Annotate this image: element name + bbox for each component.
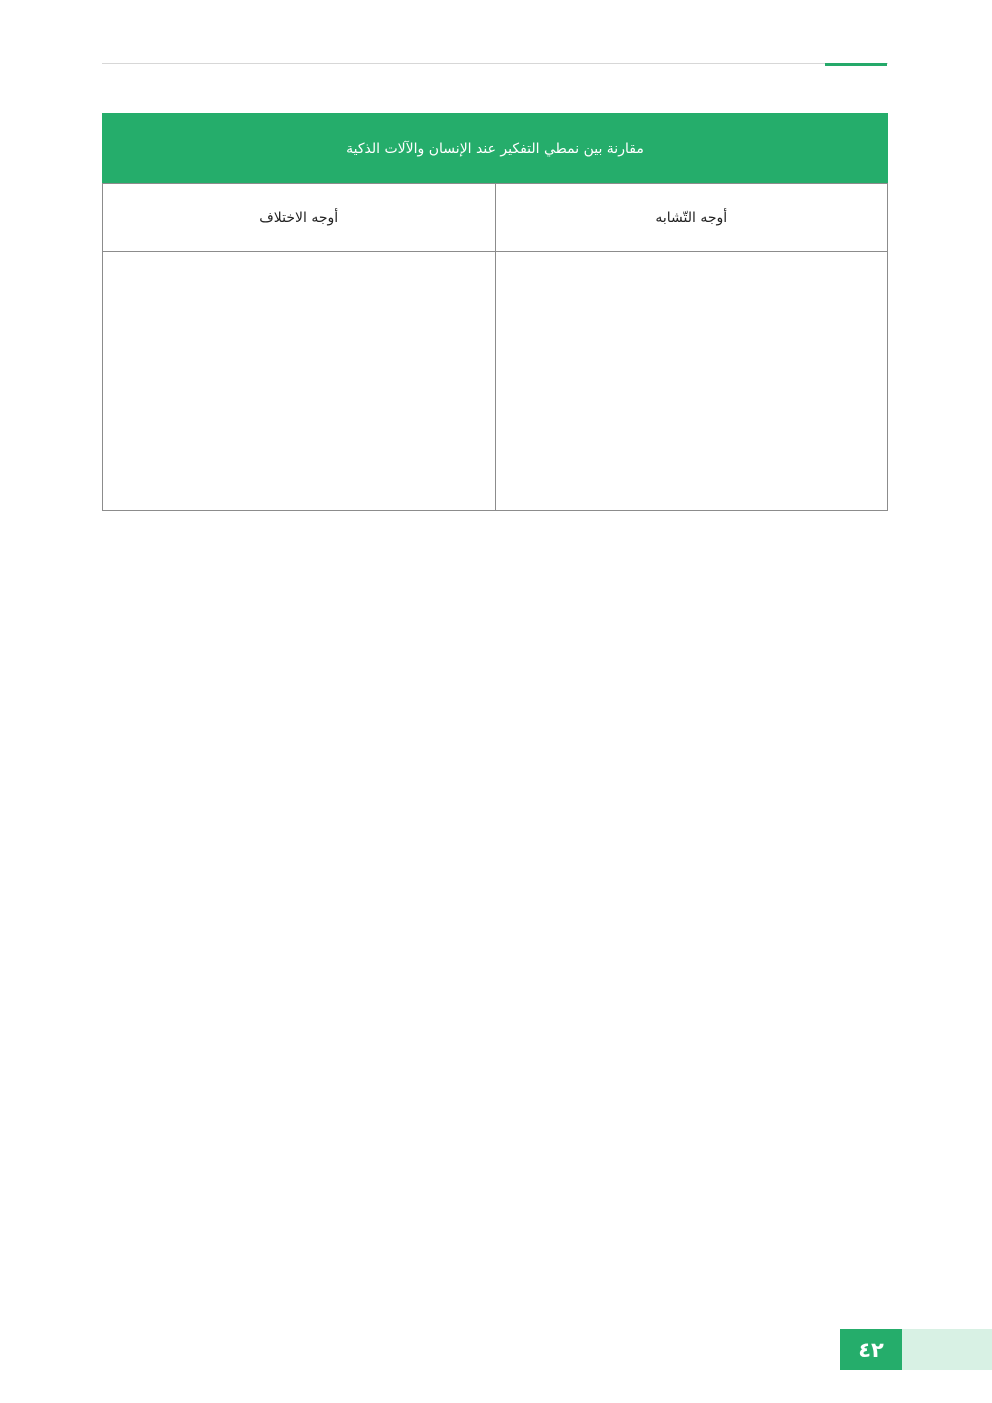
header-divider: [102, 63, 888, 64]
column-header-differences: أوجه الاختلاف: [103, 184, 496, 252]
header-accent-bar: [825, 63, 887, 66]
page-tab-band: [902, 1329, 992, 1370]
differences-answer-cell[interactable]: [103, 252, 496, 511]
similarities-answer-cell[interactable]: [495, 252, 888, 511]
page-number: ٤٢: [840, 1329, 902, 1370]
table-row: [103, 252, 888, 511]
table-title: مقارنة بين نمطي التفكير عند الإنسان والآلات الذكية: [103, 114, 888, 184]
table-header-row: [103, 184, 888, 252]
table-title-row: [103, 114, 888, 184]
column-header-similarities: أوجه التّشابه: [495, 184, 888, 252]
comparison-table: [102, 113, 888, 511]
